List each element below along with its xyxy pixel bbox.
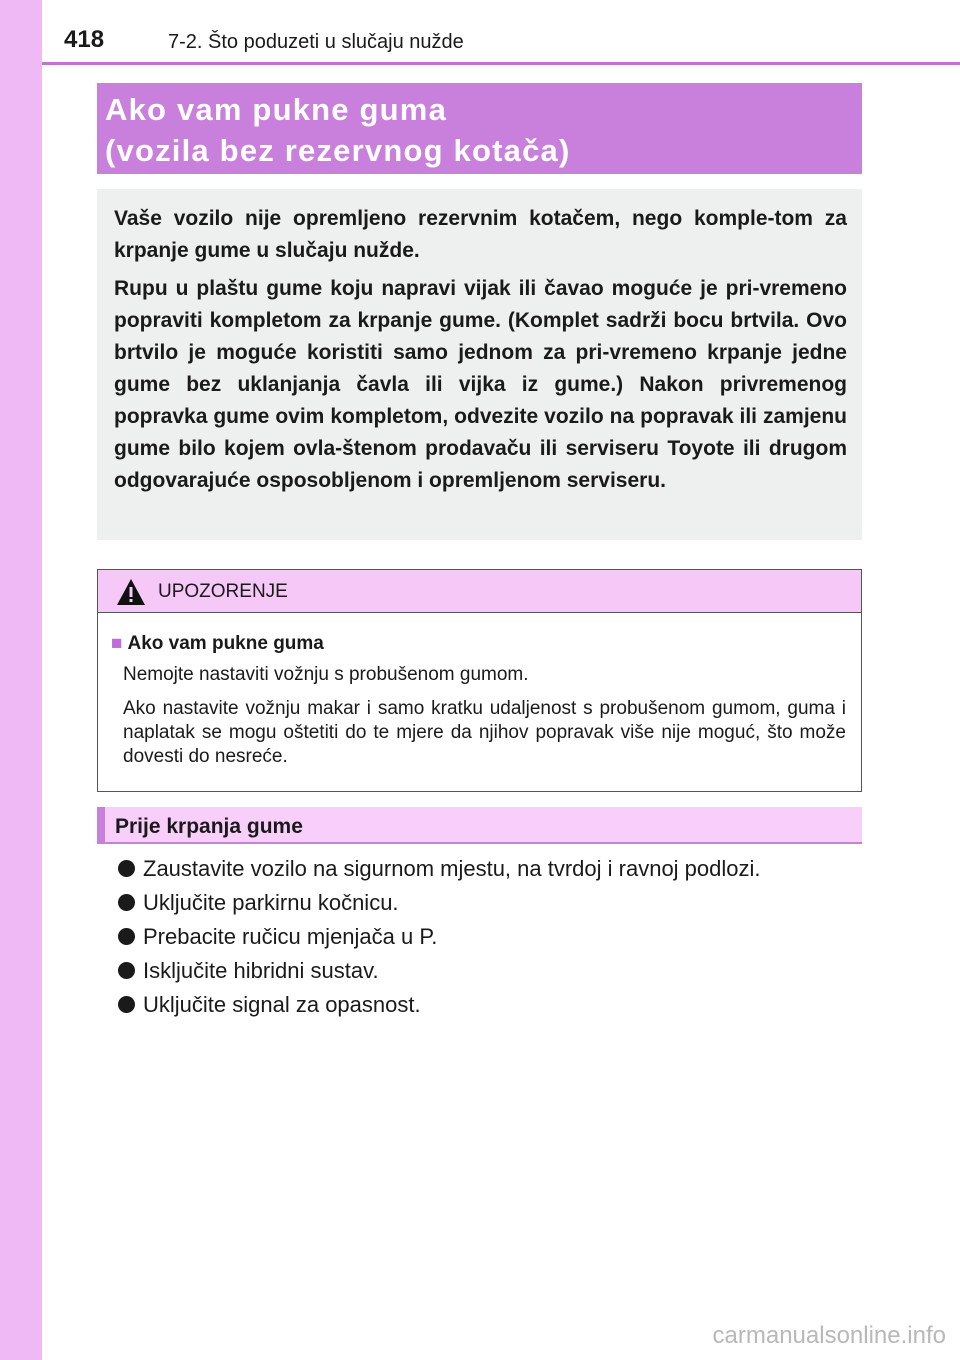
warning-triangle-icon — [116, 578, 146, 606]
subheading-text: Prije krpanja gume — [115, 815, 303, 838]
list-item — [118, 954, 761, 988]
subheading-bar — [97, 807, 862, 844]
bullet-dot-icon — [118, 894, 135, 911]
list-item-text: Isključite hibridni sustav. — [143, 958, 379, 983]
page-number: 418 — [64, 26, 105, 53]
warning-box — [97, 569, 862, 792]
list-item — [118, 988, 761, 1022]
warning-subtitle — [111, 631, 846, 657]
bullet-dot-icon — [118, 996, 135, 1013]
intro-paragraph-1: Vaše vozilo nije opremljeno rezervnim kotačem, nego komple-tom za krpanje gume u slučaju nužde. — [114, 207, 847, 262]
bullet-dot-icon — [118, 928, 135, 945]
bullet-dot-icon — [118, 860, 135, 877]
intro-box — [97, 189, 862, 540]
title-line-2: (vozila bez rezervnog kotača) — [105, 133, 571, 168]
intro-paragraph-2: Rupu u plaštu gume koju napravi vijak ili čavao moguće je pri-vremeno popraviti kompletom za krpanje gume. (Komplet sadrži bocu brtvila. Ovo brtvilo je moguće koristiti samo jednom za pri-vremeno krpanje jedne gume bez uklanjanja čavla ili vijka iz gume.) Nakon privremenog popravka gume ovim kompletom, odvezite vozilo na popravak ili zamjenu gume bilo kojem ovla-štenom prodavaču ili serviseru Toyote ili drugom odgovarajuće osposobljenom i opremljenom serviseru. — [114, 277, 847, 492]
warning-label: UPOZORENJE — [158, 581, 288, 602]
list-item-text: Zaustavite vozilo na sigurnom mjestu, na tvrdoj i ravnoj podlozi. — [143, 856, 761, 881]
left-margin-strip — [0, 0, 42, 1360]
bullet-list — [118, 852, 761, 1022]
list-item-text: Prebacite ručicu mjenjača u P. — [143, 924, 438, 949]
warning-paragraph-1: Nemojte nastaviti vožnju s probušenom gumom. — [123, 664, 529, 685]
warning-subtitle-text: Ako vam pukne guma — [127, 633, 324, 654]
list-item — [118, 886, 761, 920]
bullet-dot-icon — [118, 962, 135, 979]
square-bullet-icon: ■ — [111, 633, 123, 654]
header-divider — [42, 62, 960, 65]
list-item — [118, 852, 761, 886]
watermark: carmanualsonline.info — [712, 1322, 946, 1349]
list-item-text: Uključite signal za opasnost. — [143, 992, 421, 1017]
list-item-text: Uključite parkirnu kočnicu. — [143, 890, 399, 915]
warning-paragraph-2: Ako nastavite vožnju makar i samo kratku udaljenost s probušenom gumom, guma i naplatak se mogu oštetiti do te mjere da njihov popravak više nije moguć, što može dovesti do nesreće. — [123, 698, 846, 767]
warning-body — [98, 613, 861, 769]
title-banner — [97, 83, 862, 174]
title-line-1: Ako vam pukne guma — [105, 92, 448, 127]
list-item — [118, 920, 761, 954]
section-heading: 7-2. Što poduzeti u slučaju nužde — [168, 31, 464, 53]
warning-header — [98, 570, 861, 613]
